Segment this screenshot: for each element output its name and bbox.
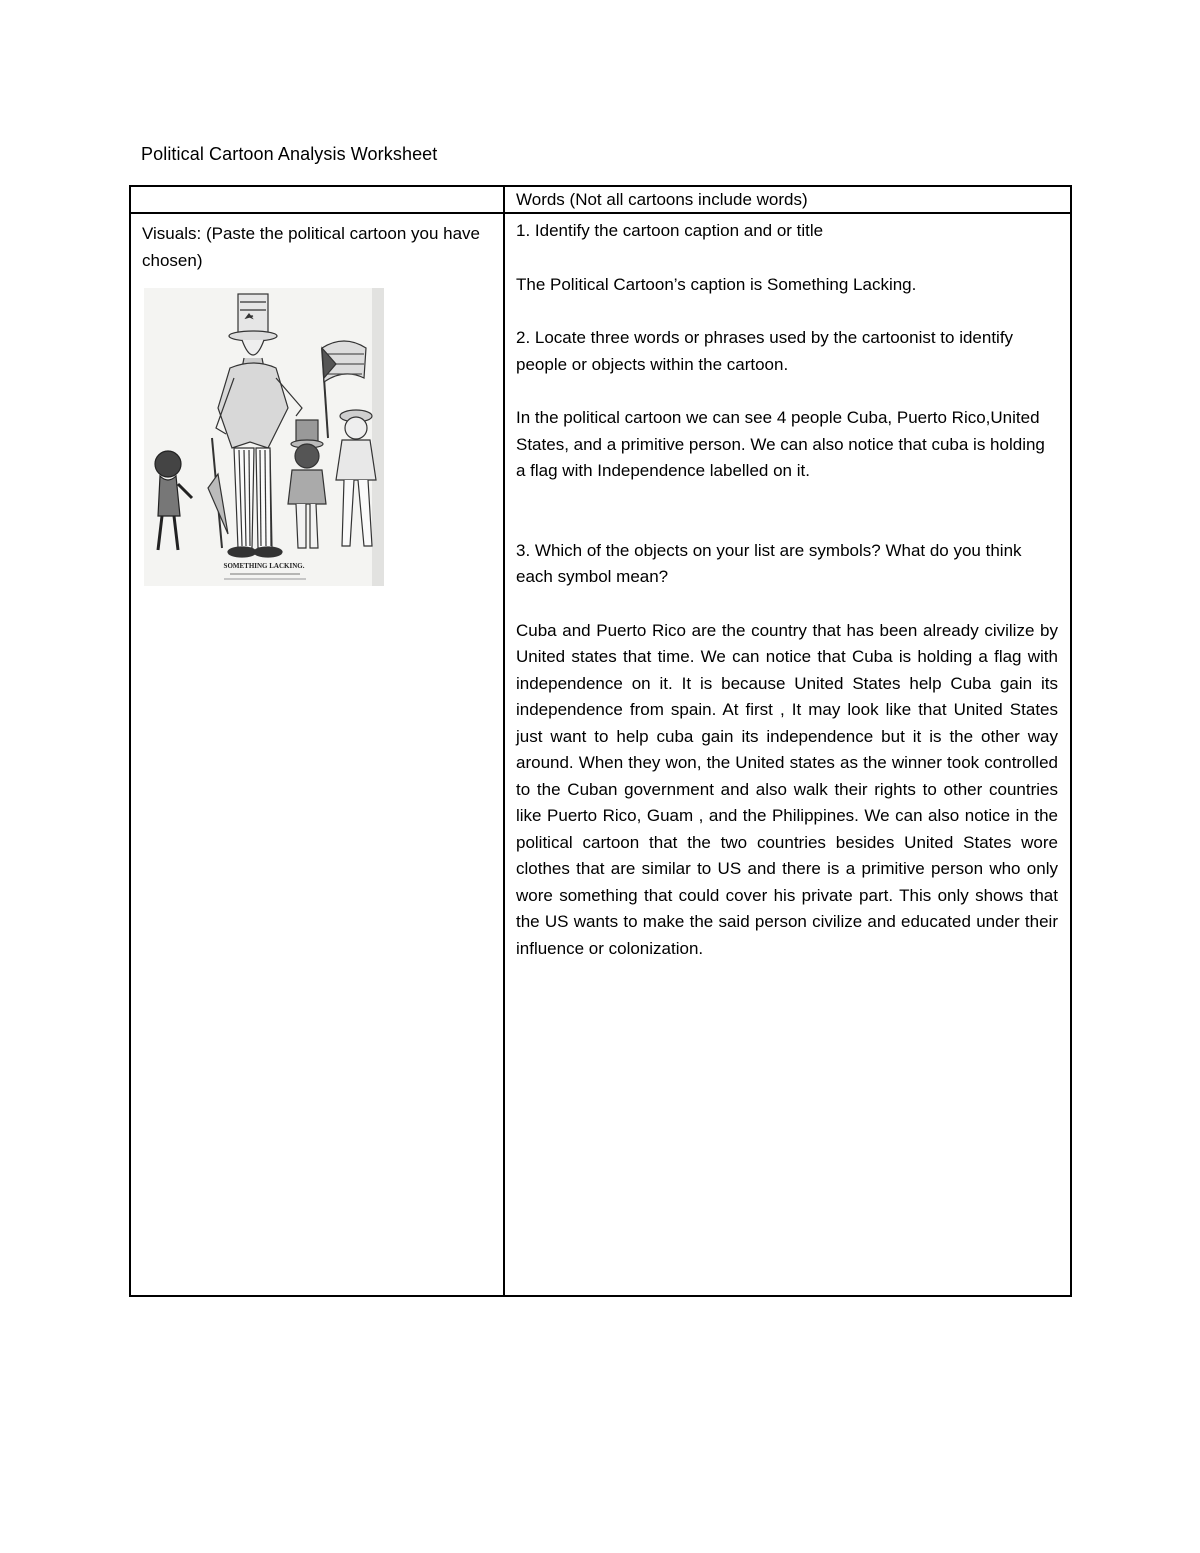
worksheet-title: Political Cartoon Analysis Worksheet [141,144,438,164]
answer-1: The Political Cartoon’s caption is Something Lacking. [516,274,917,294]
answer-2: In the political cartoon we can see 4 people Cuba, Puerto Rico,United States, and a primitive person. We can also notice that cuba is holding a flag with Independence labelled on it. [516,408,1045,480]
visuals-label: Visuals: (Paste the political cartoon you have chosen) [142,224,480,270]
header-cell-left [130,186,504,213]
question-3: 3. Which of the objects on your list are symbols? What do you think each symbol mean? [516,540,1022,586]
political-cartoon-image [144,288,384,586]
cartoon-caption: SOMETHING LACKING. [223,562,305,570]
analysis-table [129,185,1072,1297]
visuals-cell [130,213,504,1296]
question-2: 2. Locate three words or phrases used by the cartoonist to identify people or objects within the cartoon. [516,328,1014,374]
words-header: Words (Not all cartoons include words) [516,190,808,209]
question-1: 1. Identify the cartoon caption and or title [516,221,824,240]
words-cell [504,213,1071,1296]
header-cell-right [504,186,1071,213]
header-row [130,186,1071,213]
answer-3: Cuba and Puerto Rico are the country that has been already civilize by United states that time. We can notice that Cuba is holding a flag with independence on it. It is because United States help Cuba gain its independence from spain. At first , It may look like that United States just want to help cuba gain its independence but it is the other way around. When they won, the United states as the winner took controlled to the Cuban government and also walk their rights to other countries like Puerto Rico, Guam , and the Philippines. We can also notice in the political cartoon that the two countries besides United States wore clothes that are similar to US and there is a primitive person who only wore something that could cover his private part. This only shows that the US wants to make the said person civilize and educated under their influence or colonization. [516,620,1058,958]
content-row [130,213,1071,1296]
